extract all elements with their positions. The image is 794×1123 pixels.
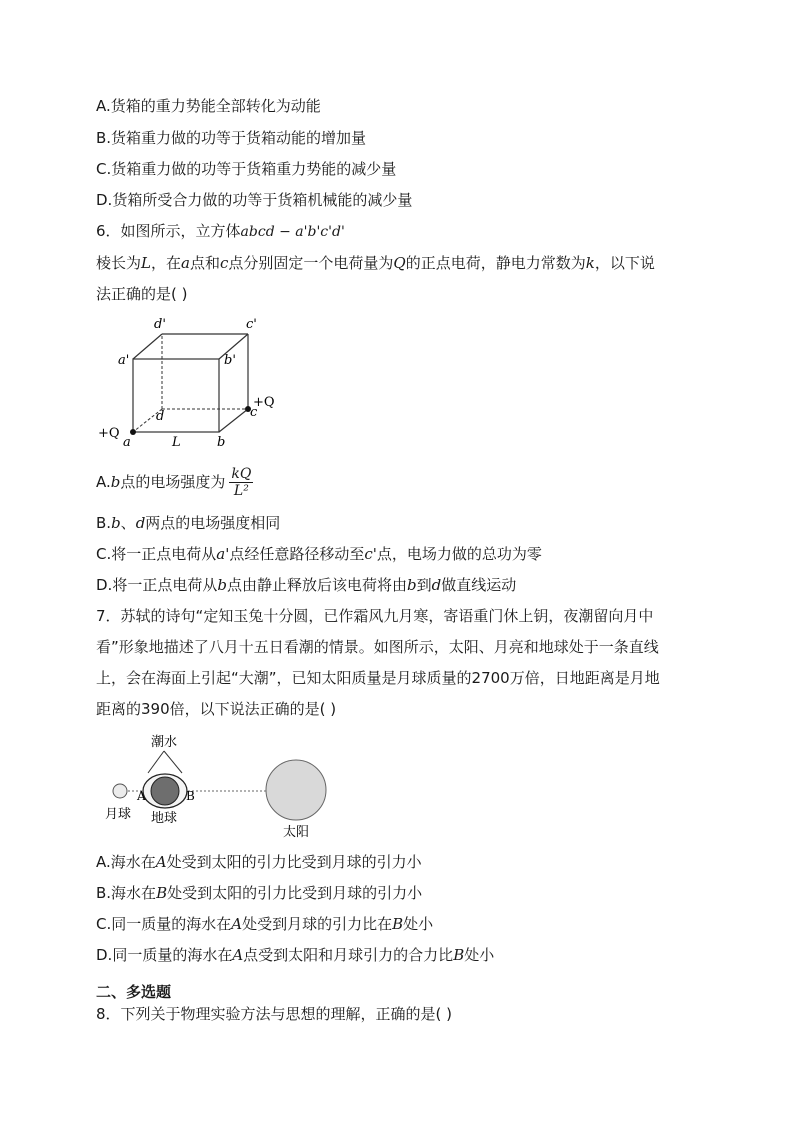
q6-d-var: b: [217, 576, 227, 594]
q6-option-b: [96, 512, 280, 534]
q6-d-text: 到: [416, 576, 432, 594]
q7-c-text: 处受到月球的引力比在: [242, 915, 393, 933]
q7-option-d: [96, 944, 494, 966]
q6-var-k: k: [585, 254, 595, 272]
label-a-prime: a': [118, 353, 130, 368]
label-d-prime: d': [154, 317, 166, 332]
q6-b-var: b: [111, 514, 121, 532]
q5-option-c: C.货箱重力做的功等于货箱重力势能的减少量: [96, 160, 397, 178]
q6-var-a: a: [181, 254, 190, 272]
q7-b-text: B.海水在: [96, 884, 157, 902]
cube-front-face: [133, 359, 219, 432]
earth-circle: [151, 777, 179, 805]
cube-edge: [133, 334, 162, 359]
q6-c-text: 点，电场力做的总功为零: [376, 545, 542, 563]
label-c: c: [250, 405, 258, 420]
tide-pointer: [148, 751, 164, 773]
q7-a-var: A: [155, 853, 167, 871]
q7-d-text: 点受到太阳和月球引力的合力比: [243, 946, 454, 964]
q7-option-c: [96, 913, 433, 935]
sun-circle: [266, 760, 326, 820]
q6-stem-prefix: 6．如图所示，立方体: [96, 222, 241, 240]
q5-option-b: B.货箱重力做的功等于货箱动能的增加量: [96, 129, 367, 147]
q6-var-c: c: [219, 254, 229, 272]
q6-var-Q: Q: [393, 254, 406, 272]
q5-option-a: A.货箱的重力势能全部转化为动能: [96, 97, 321, 115]
q7-stem-line2: 看”形象地描述了八月十五日看潮的情景。如图所示，太阳、月亮和地球处于一条直线: [96, 638, 659, 656]
q6-stem-line1: [96, 220, 345, 243]
label-c-prime: c': [246, 317, 257, 332]
q6-text: 点和: [189, 254, 220, 272]
q5-option-d: D.货箱所受合力做的功等于货箱机械能的减少量: [96, 191, 413, 209]
label-a: a: [123, 435, 131, 450]
q6-d-var: b: [406, 576, 417, 594]
q6-d-var: d: [431, 576, 442, 594]
label-earth: 地球: [151, 811, 178, 826]
q6-var-L: L: [141, 254, 151, 272]
label-point-b: B: [186, 789, 195, 803]
q6-c-var: c': [364, 545, 377, 563]
label-tide: 潮水: [151, 735, 178, 750]
q7-tide-figure: [96, 728, 336, 846]
q6-cube-label: abcd − a'b'c'd': [240, 224, 345, 240]
q6-d-text: 做直线运动: [441, 576, 517, 594]
q6-b-text: B.: [96, 514, 112, 532]
q6-text: 的正点电荷，静电力常数为: [405, 254, 586, 272]
charge-a: [130, 429, 136, 435]
cube-edge: [219, 409, 248, 432]
q6-text: 点分别固定一个电荷量为: [228, 254, 394, 272]
q6-b-var: d: [135, 514, 146, 532]
q7-c-var: B: [392, 915, 404, 933]
q7-a-text: A.海水在: [96, 853, 156, 871]
q7-stem-line3: 上，会在海面上引起“大潮”，已知太阳质量是月球质量的2700万倍，日地距离是月地: [96, 669, 660, 687]
q6-stem-line3: 法正确的是( ): [96, 285, 188, 303]
label-moon: 月球: [105, 807, 132, 822]
label-b: b: [217, 435, 226, 450]
fraction-denominator: L²: [233, 483, 249, 499]
q7-a-text: 处受到太阳的引力比受到月球的引力小: [166, 853, 422, 871]
label-sun: 太阳: [283, 825, 310, 840]
q6-c-var: a': [216, 545, 230, 563]
q7-d-var: B: [453, 946, 465, 964]
label-b-prime: b': [224, 353, 236, 368]
q6-b-text: 、: [120, 514, 136, 532]
q6-a-text: 点的电场强度为: [120, 473, 226, 491]
q6-text: 棱长为: [96, 254, 142, 272]
q7-c-text: C.同一质量的海水在: [96, 915, 232, 933]
q6-a-text: A.: [96, 473, 111, 491]
label-plus-q-right: +Q: [253, 395, 275, 410]
section-title-multiple-choice: 二、多选题: [96, 983, 172, 1001]
q7-stem-line4: 距离的390倍，以下说法正确的是( ): [96, 700, 337, 718]
q6-option-a: [96, 464, 253, 500]
fraction-numerator: kQ: [231, 466, 252, 482]
q7-d-var: A: [232, 946, 244, 964]
q6-option-c: [96, 543, 542, 565]
label-point-a: A: [137, 789, 146, 803]
q6-d-text: D.将一正点电荷从: [96, 576, 218, 594]
q7-c-var: A: [231, 915, 243, 933]
q7-b-var: B: [156, 884, 168, 902]
q6-d-text: 点由静止释放后该电荷将由: [226, 576, 407, 594]
q7-stem-line1: 7．苏轼的诗句“定知玉兔十分圆，已作霜风九月寒，寄语重门休上钥，夜潮留向月中: [96, 607, 654, 625]
q6-c-text: 点经任意路径移动至: [229, 545, 365, 563]
q6-cube-figure: [96, 312, 286, 452]
tide-pointer: [164, 751, 182, 773]
label-plus-q-left: +Q: [98, 426, 120, 441]
label-d: d: [156, 409, 165, 424]
q7-d-text: D.同一质量的海水在: [96, 946, 233, 964]
q7-d-text: 处小: [464, 946, 495, 964]
q6-c-text: C.将一正点电荷从: [96, 545, 217, 563]
q6-text: ，以下说: [594, 254, 655, 272]
q6-a-fraction: [229, 466, 253, 499]
q7-option-a: [96, 851, 422, 873]
q7-option-b: [96, 882, 422, 904]
q6-option-d: [96, 574, 516, 596]
q6-a-var: b: [110, 473, 121, 491]
q6-b-text: 两点的电场强度相同: [145, 514, 281, 532]
q8-stem: 8．下列关于物理实验方法与思想的理解，正确的是( ): [96, 1005, 453, 1023]
q6-text: ，在: [150, 254, 181, 272]
q7-c-text: 处小: [403, 915, 434, 933]
q7-b-text: 处受到太阳的引力比受到月球的引力小: [167, 884, 423, 902]
label-edge-L: L: [172, 435, 181, 450]
q6-stem-line2: [96, 252, 655, 274]
moon-circle: [113, 784, 127, 798]
